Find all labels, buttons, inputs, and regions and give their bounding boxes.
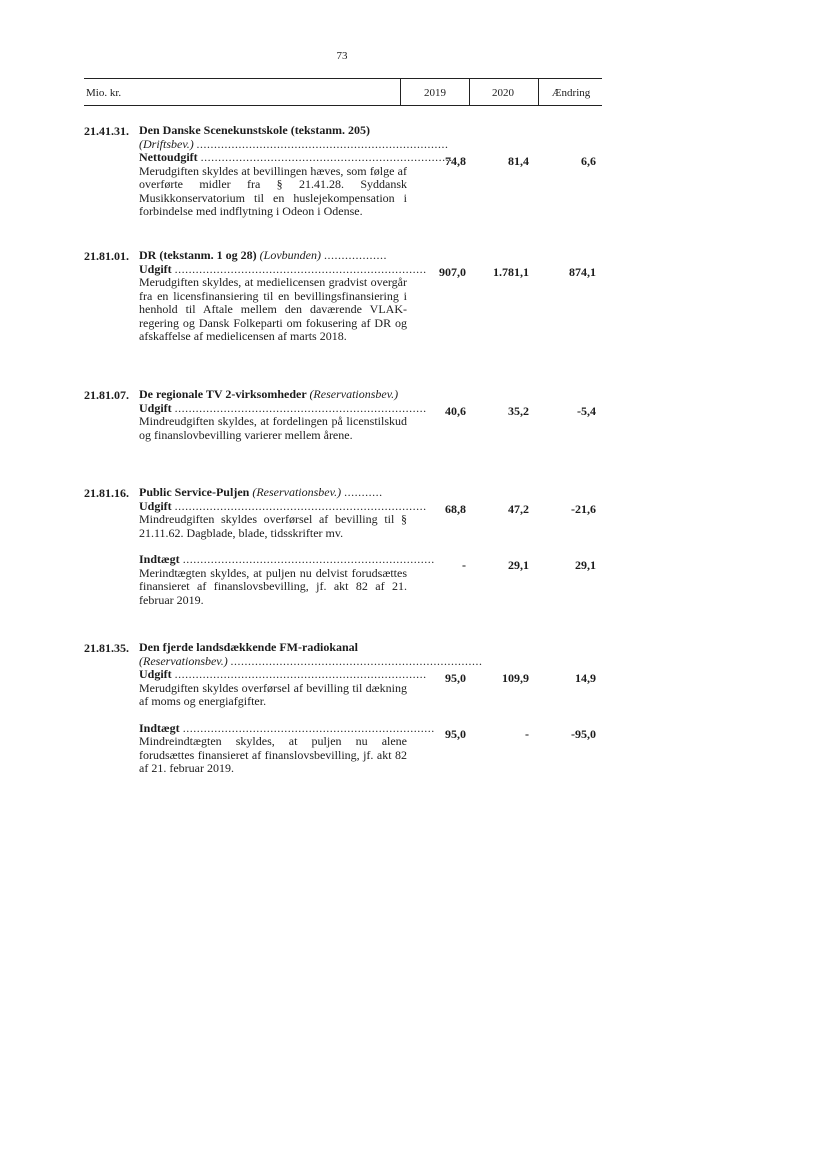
- account-code: 21.81.16.: [84, 486, 129, 500]
- line-label: Nettoudgift ........................................................................: [139, 150, 453, 164]
- col-change-header: Ændring: [538, 79, 603, 105]
- value-2019: -: [462, 558, 466, 572]
- line-description: Merudgiften skyldes overførsel af bevilling til dækning af moms og energiafgifter.: [139, 680, 407, 708]
- col-2020-header: 2020: [492, 87, 514, 99]
- line-label: Udgift ........................................................................: [139, 261, 427, 276]
- line-label: Udgift ........................................................................: [139, 498, 427, 513]
- value-2020: -: [525, 727, 529, 741]
- value-change: -21,6: [571, 502, 596, 516]
- entry-title: De regionale TV 2-virksomheder (Reservationsbev.): [139, 387, 399, 401]
- value-2019: 907,0: [439, 265, 466, 279]
- value-change: 14,9: [575, 671, 596, 685]
- value-2019: 40,6: [445, 404, 466, 418]
- value-2019: 74,8: [445, 154, 466, 168]
- value-2020: 29,1: [508, 558, 529, 572]
- line-label: Udgift ........................................................................: [139, 400, 427, 415]
- value-2019: 68,8: [445, 502, 466, 516]
- line-description: Merudgiften skyldes at bevillingen hæves, som følge af overførte midler fra § 21.41.28. Syddansk Musikkonservatorium til en huslejekompensation i forbindelse med indflytning i Odeon i Odense.: [139, 163, 407, 218]
- account-code: 21.81.35.: [84, 641, 129, 655]
- value-2020: 81,4: [508, 154, 529, 168]
- value-2019: 95,0: [445, 671, 466, 685]
- entry-title: Public Service-Puljen (Reservationsbev.) ...........: [139, 485, 383, 499]
- value-change: -5,4: [577, 404, 596, 418]
- col-2019-header: 2019: [400, 79, 470, 105]
- entry-subtitle: (Reservationsbev.) ........................................................................: [139, 653, 483, 668]
- table-header: [84, 78, 602, 106]
- value-change: 874,1: [569, 265, 596, 279]
- line-description: Mindreindtægten skyldes, at puljen nu alene forudsættes finansieret af finanslovsbevilling, jf. akt 82 af 21. februar 2019.: [139, 734, 407, 775]
- line-description: Merudgiften skyldes, at medielicensen gradvist overgår fra en licensfinansiering til en bevillingsfinansiering i henhold til Aftale mellem den daværende VLAK-regering og Dansk Folkeparti om fokusering af DR og afskaffelse af medielicensen af marts 2018.: [139, 275, 407, 343]
- entry-subtitle: (Driftsbev.) ........................................................................: [139, 136, 449, 151]
- value-2020: 35,2: [508, 404, 529, 418]
- line-description: Merindtægten skyldes, at puljen nu delvist forudsættes finansieret af finanslovsbevilling, jf. akt 82 af 21. februar 2019.: [139, 565, 407, 607]
- account-code: 21.81.01.: [84, 249, 129, 263]
- line-description: Mindreudgiften skyldes overførsel af bevilling til § 21.11.62. Dagblade, blade, tidsskrifter mv.: [139, 512, 407, 540]
- line-label: Indtægt ........................................................................: [139, 720, 435, 735]
- account-code: 21.41.31.: [84, 124, 129, 138]
- unit-label: Mio. kr.: [86, 87, 122, 99]
- account-code: 21.81.07.: [84, 388, 129, 402]
- entry-title: Den Danske Scenekunstskole (tekstanm. 205): [139, 123, 371, 137]
- entry-title: Den fjerde landsdækkende FM-radiokanal: [139, 640, 359, 654]
- page-number: 73: [336, 50, 348, 62]
- value-2020: 47,2: [508, 502, 529, 516]
- value-2020: 109,9: [502, 671, 529, 685]
- value-change: 6,6: [581, 154, 596, 168]
- value-change: -95,0: [571, 727, 596, 741]
- entry-title: DR (tekstanm. 1 og 28) (Lovbunden) ..................: [139, 248, 387, 262]
- value-2020: 1.781,1: [493, 265, 529, 279]
- value-2019: 95,0: [445, 727, 466, 741]
- line-description: Mindreudgiften skyldes, at fordelingen på licenstilskud og finanslovbevilling varierer mellem årene.: [139, 414, 407, 442]
- value-change: 29,1: [575, 558, 596, 572]
- line-label: Udgift ........................................................................: [139, 667, 427, 681]
- line-label: Indtægt ........................................................................: [139, 552, 435, 566]
